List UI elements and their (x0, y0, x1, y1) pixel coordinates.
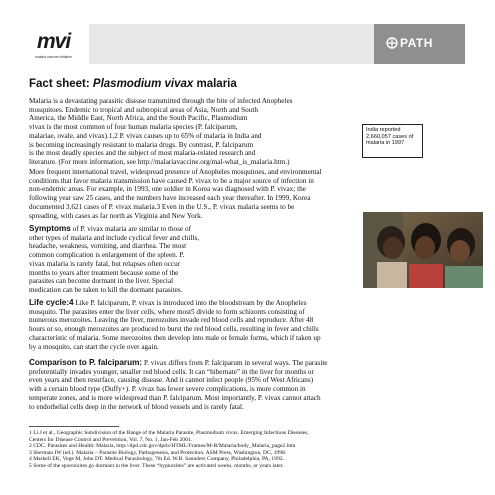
travel-paragraph: More frequent international travel, widespread presence of Anopheles mosquitoes, and environmental conditions that favor malaria transmission have caused P. vivax to be a major source of infection in non-endemic areas. For example, in 1993, one soldier in Korea was diagnosed with P. vivax; the following year saw 25 cases, and the numbers have increased each year thereafter. In 1999, Korea documented 3,621 cases of P. vivax malaria.3 Even in the U.S., P. vivax malaria seems to be spreading, with cases as far north as Virginia and New York. (29, 168, 322, 220)
page-title: Fact sheet: Plasmodium vivax malaria (29, 78, 237, 90)
footnote-1: 1 Li J et al., Geographic Subdivision of the Range of the Malaria Parasite, Plasmodium vivax. Emerging Infectious Diseases, (29, 430, 309, 436)
intro-paragraph: Malaria is a devastating parasitic disease transmitted through the bite of infected Anopheles mosquitoes. Endemic to tropical and subtropical areas of Asia, North and South America, the Middle East, North Africa, and the South Pacific, Plasmodium vivax is the most common of four human malaria species (P. falciparum, malariae, ovale, and vivax).1,2 P. vivax causes up to 65% of malaria in India and is becoming increasingly resistant to malaria drugs. By contrast, P. falciparum is the most deadly species and the subject of most malaria-related research and literature. (For more information, see http://malariavaccine.org/mal-what_is_malaria.htm.) (29, 97, 359, 167)
footnote-4: 4 Markell EK, Voge M, John DT. Medical Parasitology, 7th Ed. W.B. Saunders Company, Philadelphia, PA, 1992. (29, 456, 284, 462)
more-info-line: literature. (For more information, see http://malariavaccine.org/mal-what_is_malaria.htm.) (29, 157, 290, 166)
children-photo (363, 212, 483, 288)
footnote-3: 3 Sherman IW (ed.). Malaria – Parasite Biology, Pathogenesis, and Protection. ASM Press, Washington, DC, 1998. (29, 449, 287, 456)
lifecycle-paragraph: Life cycle:4 Like P. falciparum, P. vivax is introduced into the bloodstream by the Anopheles mosquito. The parasites enter the liver cells, where most5 divide to form schizonts consisting of numerous merozoites. Leaving the liver, merozoites invade red blood cells and reproduce. After 48 hours or so, enough merozoites are produced to burst the red blood cells, resulting in fever and chills characteristic of malaria. Some merozoites then develop into male or female forms, which if taken up by a mosquito, can start the cycle over again. (29, 298, 321, 351)
path-logo-text: PATH (400, 36, 433, 50)
page-header (29, 24, 465, 64)
mvi-logo-text: mvi (37, 30, 71, 53)
comparison-paragraph: Comparison to P. falciparum: P. vivax differs from P. falciparum in several ways. The parasite preferentially invades younger, smaller red blood cells. It can “hibernate” in the liver for months or even years and then resurface, causing disease. And it cannot infect people (95% of West Africans) with a certain blood type (Duffy+). P. vivax has fewer severe complications, is more common in temperate zones, and is more widespread than P. falciparum. Most importantly, P. vivax cannot attach to endothelial cells deep in the network of blood vessels and is rarely fatal. (29, 358, 328, 411)
footnote-2: 2 CDC. Parasites and Health: Malaria, http://dpd.cdc.gov/dpdx/HTML/Frames/M-R/Malaria/body_Malaria_page2.htm (29, 443, 296, 449)
india-callout-box: India reported 2,660,057 cases of malaria in 1997 (362, 124, 423, 158)
mvi-logo-tagline: malaria vaccine initiative (35, 55, 72, 59)
comparison-heading: Comparison to P. falciparum: (29, 358, 143, 367)
symptoms-paragraph: Symptoms of P. vivax malaria are similar to those of other types of malaria and include cyclical fever and chills, headache, weakness, vomiting, and diarrhea. The most common complication is enlargement of the spleen. P. vivax malaria is rarely fatal, but relapses often occur months to years after treatment because some of the parasites can become dormant in the liver. Special medication can be taken to kill the dormant parasites. (29, 224, 200, 294)
path-logo (374, 24, 465, 64)
footnote-5: 5 Some of the sporozoites go dormant in the liver. These “hypnozites” are activated weeks, months, or years later. (29, 462, 284, 469)
symptoms-heading: Symptoms (29, 224, 71, 233)
mvi-logo-icon (29, 24, 89, 64)
footnote-1-cont: Centers for Disease Control and Prevention, Vol. 7, No. 1, Jan-Feb 2001. (29, 436, 193, 443)
lifecycle-heading: Life cycle:4 (29, 298, 74, 307)
footnote-divider (29, 426, 119, 427)
path-logo-icon (386, 37, 398, 49)
